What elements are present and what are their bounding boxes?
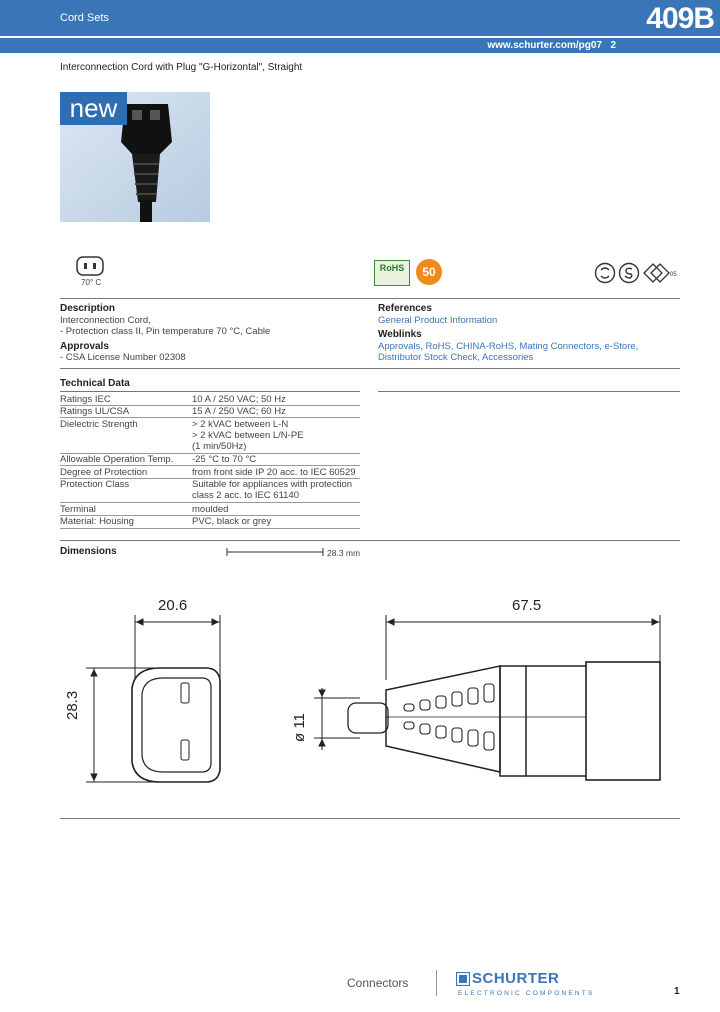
- tech-value: Suitable for appliances with protection: [192, 479, 353, 490]
- side-view-drawing: [300, 590, 680, 805]
- tech-row-line: [60, 528, 360, 529]
- divider-mid: [60, 368, 680, 369]
- tech-value: class 2 acc. to IEC 61140: [192, 490, 300, 501]
- scale-label: 28.3 mm: [327, 548, 361, 558]
- tech-value: PVC, black or grey: [192, 516, 272, 527]
- tech-divider-right: [378, 391, 680, 392]
- approvals-heading: Approvals: [60, 341, 109, 352]
- description-heading: Description: [60, 303, 116, 314]
- weblinks-line-2[interactable]: Distributor Stock Check, Accessories: [378, 352, 534, 363]
- tech-value: (1 min/50Hz): [192, 441, 247, 452]
- category-label: Cord Sets: [60, 12, 109, 24]
- tech-label: Dielectric Strength: [60, 419, 138, 430]
- vde-cert-icon: [641, 262, 677, 289]
- rohs-label: RoHS: [379, 263, 405, 273]
- tech-label: Allowable Operation Temp.: [60, 454, 174, 465]
- tech-divider: [60, 391, 360, 392]
- tech-label: Terminal: [60, 504, 96, 515]
- tech-label: Protection Class: [60, 479, 130, 490]
- schurter-logo-icon: [456, 972, 470, 991]
- ul-cert-icon: [618, 262, 640, 289]
- general-info-link[interactable]: General Product Information: [378, 315, 498, 326]
- part-number: 409B: [646, 2, 714, 35]
- tech-row-line: [60, 502, 360, 503]
- description-line: - Protection class II, Pin temperature 70 °C, Cable: [60, 326, 271, 337]
- divider-dimensions: [60, 540, 680, 541]
- diameter-label: ø 11: [291, 713, 308, 742]
- tech-label: Material: Housing: [60, 516, 134, 527]
- tech-label: Ratings IEC: [60, 394, 111, 405]
- page-number: 1: [674, 986, 680, 997]
- divider-top: [60, 298, 680, 299]
- scale-bar: [226, 545, 326, 564]
- tech-row-line: [60, 465, 360, 466]
- footer-section: Connectors: [347, 976, 409, 990]
- technical-data-heading: Technical Data: [60, 378, 130, 389]
- references-heading: References: [378, 303, 432, 314]
- tech-value: > 2 kVAC between L-N: [192, 419, 289, 430]
- front-view-drawing: [60, 590, 260, 805]
- tech-value: 10 A / 250 VAC; 50 Hz: [192, 394, 286, 405]
- product-title: Interconnection Cord with Plug "G-Horizontal", Straight: [60, 62, 303, 73]
- new-badge: new: [60, 92, 127, 125]
- description-line: Interconnection Cord,: [60, 315, 151, 326]
- tech-value: -25 °C to 70 °C: [192, 454, 257, 465]
- divider-bottom: [60, 818, 680, 819]
- dimensions-heading: Dimensions: [60, 546, 117, 557]
- footer-divider: [436, 970, 437, 996]
- rohs-icon: [374, 260, 410, 286]
- side-length-label: 67.5: [512, 597, 542, 614]
- weblinks-heading: Weblinks: [378, 329, 422, 340]
- tech-row-line: [60, 417, 360, 418]
- tech-value: moulded: [192, 504, 229, 515]
- tech-value: 15 A / 250 VAC; 60 Hz: [192, 406, 286, 417]
- brand-subtitle: ELECTRONIC COMPONENTS: [458, 990, 595, 997]
- china-rohs-50-label: 50: [422, 265, 436, 279]
- weblinks-line-1[interactable]: Approvals, RoHS, CHINA-RoHS, Mating Connectors, e-Store,: [378, 341, 639, 352]
- csa-cert-icon: [594, 262, 616, 289]
- product-url[interactable]: www.schurter.com/pg07: [487, 40, 602, 51]
- svg-text:05: 05: [670, 272, 677, 278]
- tech-label: Ratings UL/CSA: [60, 406, 130, 417]
- product-url-suffix[interactable]: 2: [610, 40, 616, 51]
- approvals-line: - CSA License Number 02308: [60, 352, 186, 363]
- china-rohs-50-icon: [416, 259, 442, 285]
- tech-value: > 2 kVAC between L/N-PE: [192, 430, 304, 441]
- tech-label: Degree of Protection: [60, 467, 148, 478]
- temperature-label: 70° C: [81, 278, 102, 287]
- front-height-label: 28.3: [64, 690, 81, 720]
- tech-value: from front side IP 20 acc. to IEC 60529: [192, 467, 356, 478]
- brand-name: SCHURTER: [472, 970, 560, 987]
- front-width-label: 20.6: [158, 597, 188, 614]
